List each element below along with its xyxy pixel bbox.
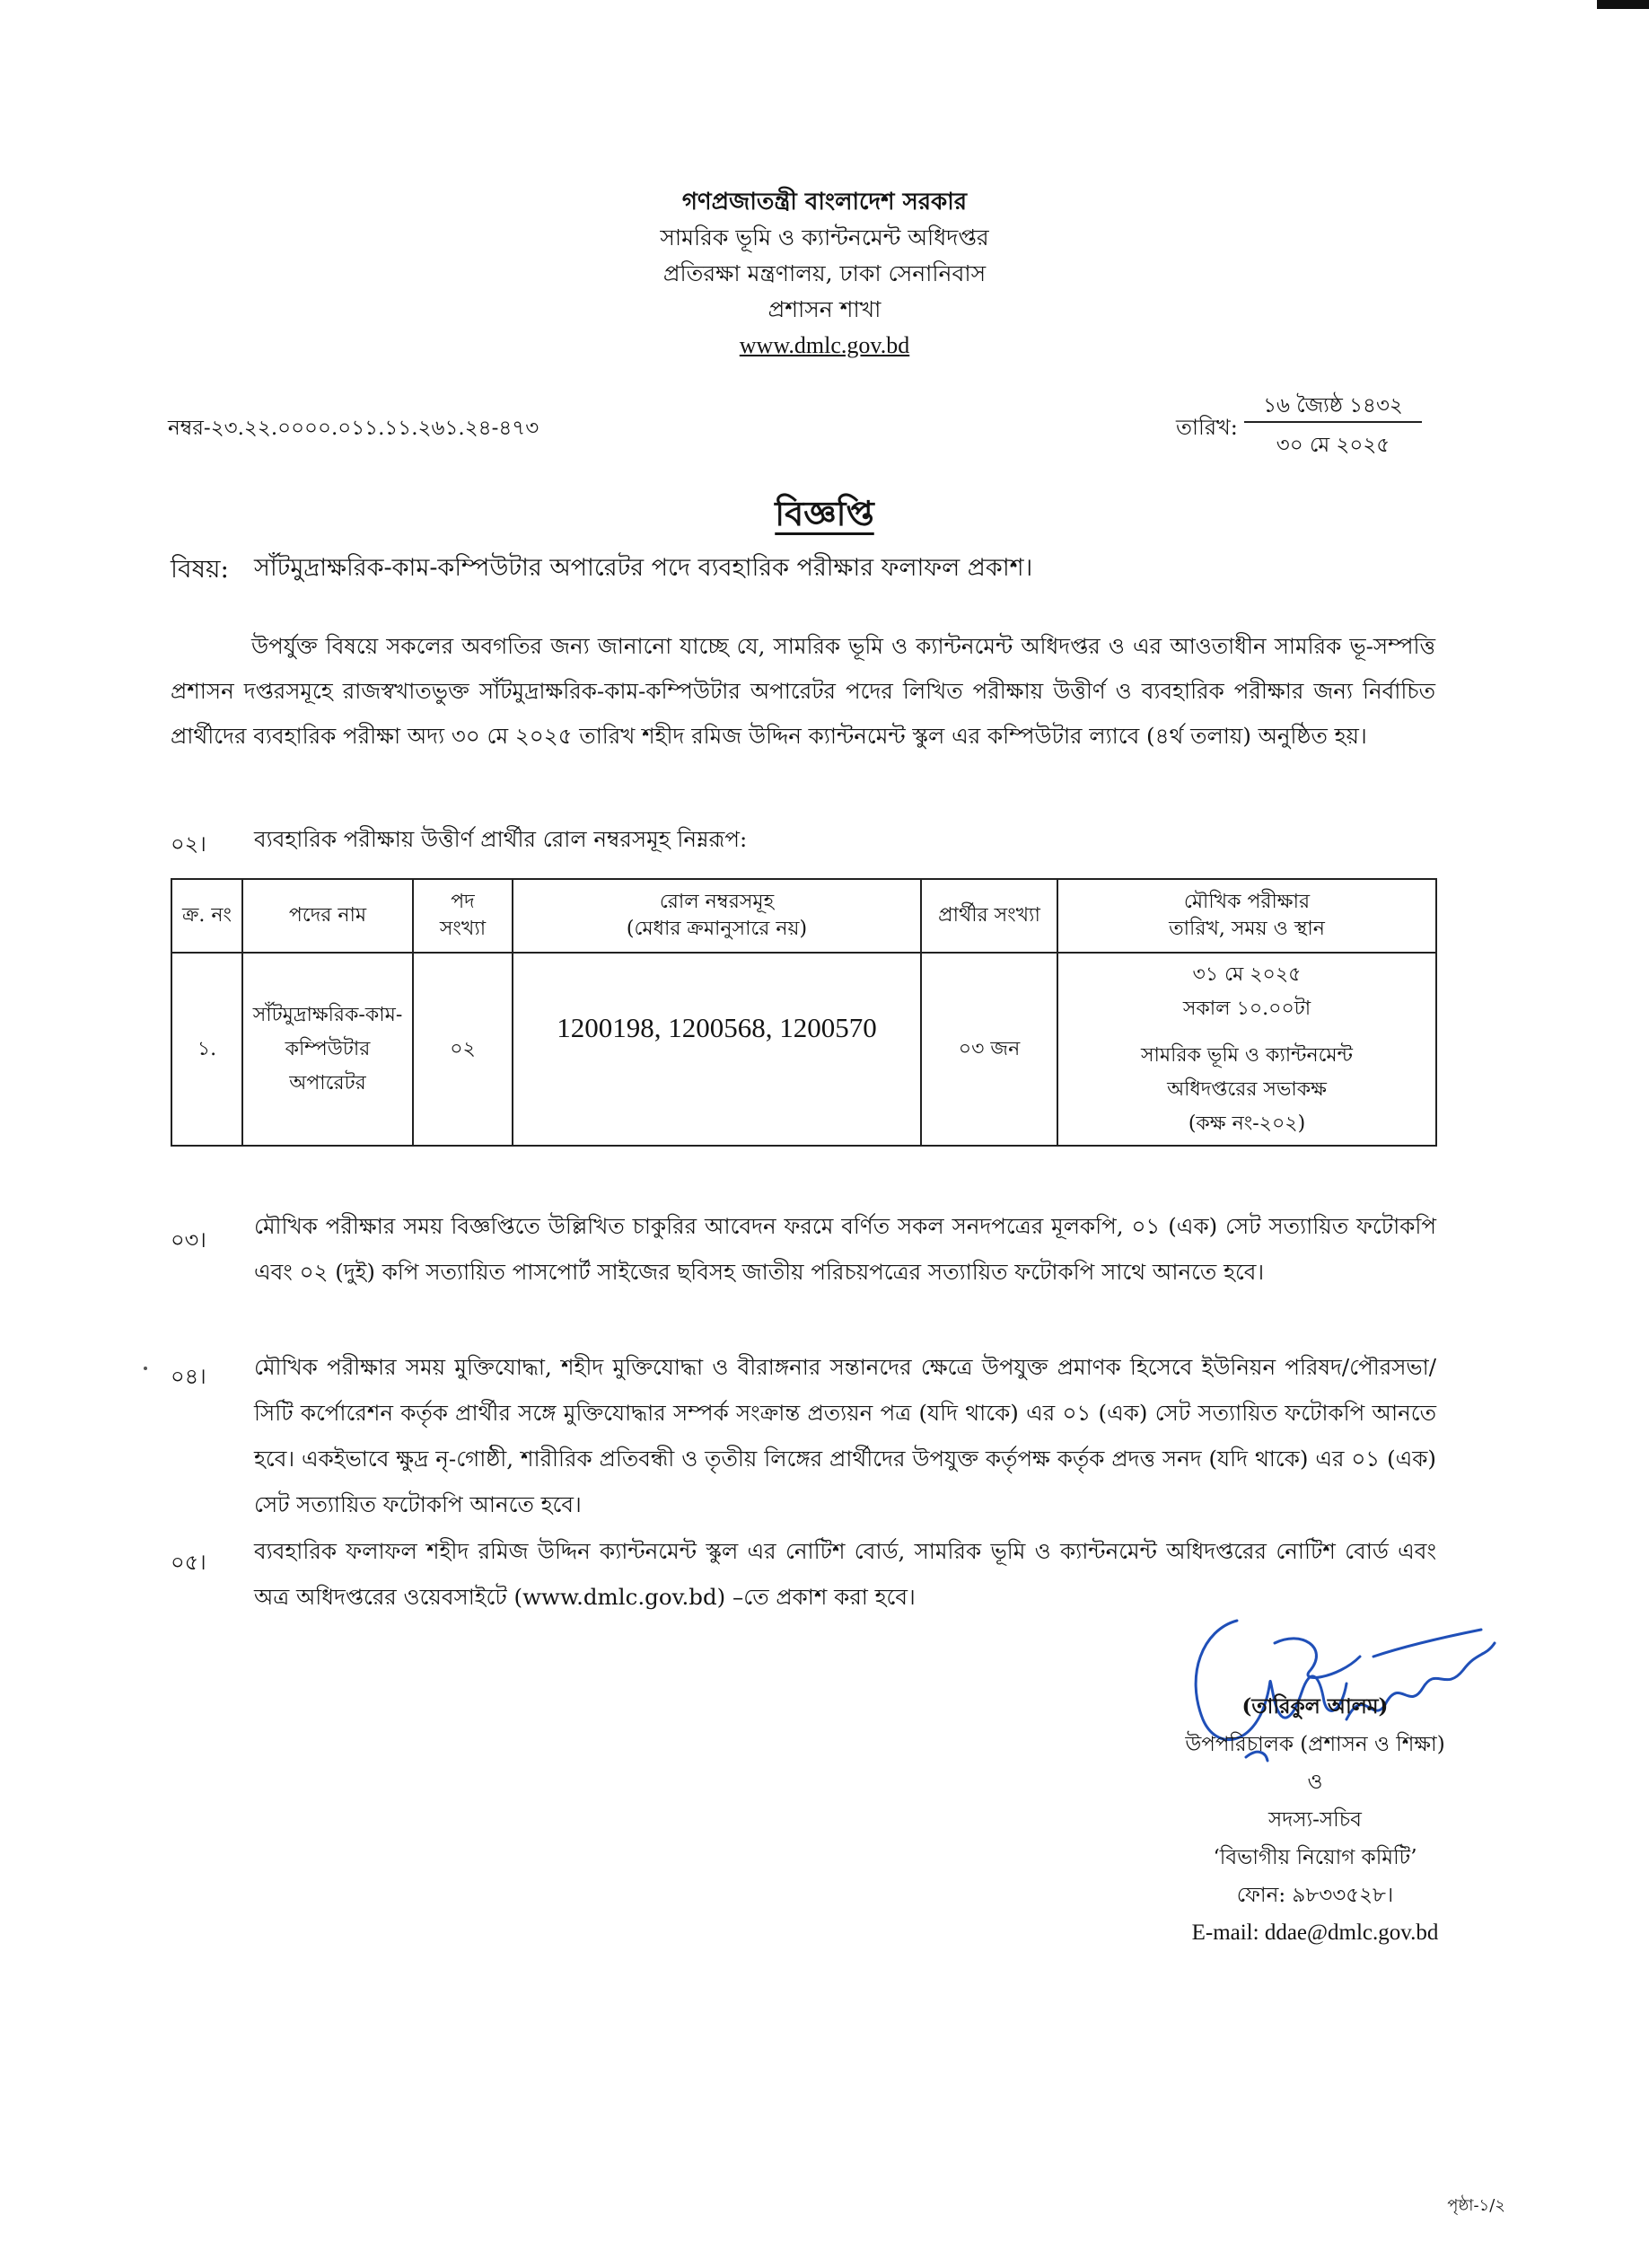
date-bangla: ১৬ জ্যৈষ্ঠ ১৪৩২ bbox=[1263, 394, 1403, 418]
viva-place-line3: (কক্ষ নং-২০২) bbox=[1188, 1112, 1306, 1135]
signatory-role: সদস্য-সচিব bbox=[1268, 1808, 1362, 1832]
header-rolls bbox=[513, 879, 921, 953]
subject-text: সাঁটমুদ্রাক্ষরিক-কাম-কম্পিউটার অপারেটর পদে ব্যবহারিক পরীক্ষার ফলাফল প্রকাশ। bbox=[254, 554, 1033, 582]
cell-candidates: ০৩ জন bbox=[921, 953, 1057, 1146]
roll-numbers: 1200198, 1200568, 1200570 bbox=[557, 1011, 877, 1043]
signatory-designation: উপপরিচালক (প্রশাসন ও শিক্ষা) bbox=[1185, 1733, 1445, 1756]
cell-post-name-line2: কম্পিউটার অপারেটর bbox=[285, 1037, 371, 1094]
cell-serial: ১. bbox=[171, 953, 242, 1146]
viva-place-line1: সামরিক ভূমি ও ক্যান্টনমেন্ট bbox=[1141, 1043, 1353, 1067]
scan-edge-mark bbox=[1597, 0, 1649, 9]
item-03-text: মৌখিক পরীক্ষার সময় বিজ্ঞপ্তিতে উল্লিখিত চাকুরির আবেদন ফরমে বর্ণিত সকল সনদপত্রের মূলকপি, ০১ (এক) সেট সত্যায়িত ফটোকপি এবং ০২ (দুই) কপি সত্যায়িত পাসপোর্ট সাইজের ছবিসহ জাতীয় পরিচয়পত্রের সত্যায়িত ফটোকপি সাথে আনতে হবে। bbox=[254, 1213, 1436, 1285]
header-rolls-line2: (মেধার ক্রমানুসারে নয়) bbox=[626, 918, 808, 940]
header-rolls-line1: রোল নম্বরসমূহ bbox=[659, 891, 775, 913]
signatory-name: (তারিকুল আলম) bbox=[1241, 1694, 1389, 1719]
date-english: ৩০ মে ২০২৫ bbox=[1276, 434, 1390, 457]
item-05-number: ০৫। bbox=[171, 1550, 206, 1575]
letterhead-department: সামরিক ভূমি ও ক্যান্টনমেন্ট অধিদপ্তর bbox=[660, 224, 989, 251]
viva-time: সকাল ১০.০০টা bbox=[1182, 997, 1311, 1020]
cell-viva bbox=[1057, 953, 1436, 1146]
letterhead-ministry: প্রতিরক্ষা মন্ত্রণালয়, ঢাকা সেনানিবাস bbox=[662, 260, 987, 286]
notice-title bbox=[0, 488, 1649, 545]
table-header-row bbox=[171, 879, 1436, 953]
page-number: পৃষ্ঠা-১/২ bbox=[1447, 2196, 1505, 2215]
signatory-committee: ‘বিভাগীয় নিয়োগ কমিটি’ bbox=[1213, 1846, 1417, 1869]
signatory-phone: ফোন: ৯৮৩৩৫২৮। bbox=[1236, 1884, 1394, 1907]
header-viva bbox=[1057, 879, 1436, 953]
header-serial: ক্র. নং bbox=[171, 879, 242, 953]
header-post-name: পদের নাম bbox=[242, 879, 413, 953]
table-row bbox=[171, 953, 1436, 1146]
letterhead-branch: প্রশাসন শাখা bbox=[767, 296, 882, 322]
cell-post-name bbox=[242, 953, 413, 1146]
letterhead-website: www.dmlc.gov.bd bbox=[739, 332, 910, 358]
signature-block bbox=[1127, 1688, 1504, 1952]
header-viva-line2: তারিখ, সময় ও স্থান bbox=[1169, 918, 1325, 940]
item-04-text: মৌখিক পরীক্ষার সময় মুক্তিযোদ্ধা, শহীদ মুক্তিযোদ্ধা ও বীরাঙ্গনার সন্তানদের ক্ষেত্রে উপযুক্ত প্রমাণক হিসেবে ইউনিয়ন পরিষদ/পৌরসভা/সিটি কর্পোরেশন কর্তৃক প্রার্থীর সঙ্গে মুক্তিযোদ্ধার সম্পর্ক সংক্রান্ত প্রত্যয়ন পত্র (যদি থাকে) এর ০১ (এক) সেট সত্যায়িত ফটোকপি আনতে হবে। একইভাবে ক্ষুদ্র নৃ-গোষ্ঠী, শারীরিক প্রতিবন্ধী ও তৃতীয় লিঙ্গের প্রার্থীদের উপযুক্ত কর্তৃপক্ষ কর্তৃক প্রদত্ত সনদ (যদি থাকে) এর ০১ (এক) সেট সত্যায়িত ফটোকপি আনতে হবে। bbox=[254, 1354, 1436, 1517]
signatory-and: ও bbox=[1307, 1771, 1323, 1794]
header-post-count-line2: সংখ্যা bbox=[439, 918, 487, 940]
viva-place-line2: অধিদপ্তরের সভাকক্ষ bbox=[1167, 1077, 1327, 1101]
cell-post-name-line1: সাঁটমুদ্রাক্ষরিক-কাম- bbox=[252, 1003, 403, 1026]
item-04-number: ০৪। bbox=[171, 1364, 206, 1389]
date-divider bbox=[1244, 421, 1422, 423]
header-post-count bbox=[413, 879, 513, 953]
signatory-email: E-mail: ddae@dmlc.gov.bd bbox=[1191, 1921, 1439, 1945]
scan-speck bbox=[144, 1367, 147, 1370]
cell-post-count: ০২ bbox=[413, 953, 513, 1146]
letterhead bbox=[0, 184, 1649, 364]
date-label: তারিখ: bbox=[1176, 415, 1238, 440]
notice-title-text: বিজ্ঞপ্তি bbox=[775, 493, 874, 533]
intro-paragraph: উপর্যুক্ত বিষয়ে সকলের অবগতির জন্য জানানো যাচ্ছে যে, সামরিক ভূমি ও ক্যান্টনমেন্ট অধিদপ্তর ও এর আওতাধীন সামরিক ভূ-সম্পত্তি প্রশাসন দপ্তরসমূহে রাজস্বখাতভুক্ত সাঁটমুদ্রাক্ষরিক-কাম-কম্পিউটার অপারেটর পদের লিখিত পরীক্ষায় উত্তীর্ণ ও ব্যবহারিক পরীক্ষার জন্য নির্বাচিত প্রার্থীদের ব্যবহারিক পরীক্ষা অদ্য ৩০ মে ২০২৫ তারিখ শহীদ রমিজ উদ্দিন ক্যান্টনমেন্ট স্কুল এর কম্পিউটার ল্যাবে (৪র্থ তলায়) অনুষ্ঠিত হয়। bbox=[171, 633, 1435, 749]
header-viva-line1: মৌখিক পরীক্ষার bbox=[1183, 891, 1311, 913]
header-post-count-line1: পদ bbox=[451, 891, 475, 913]
item-03-number: ০৩। bbox=[171, 1227, 206, 1253]
item-02-number: ০২। bbox=[171, 831, 206, 857]
item-05-text: ব্যবহারিক ফলাফল শহীদ রমিজ উদ্দিন ক্যান্টনমেন্ট স্কুল এর নোটিশ বোর্ড, সামরিক ভূমি ও ক্যান্টনমেন্ট অধিদপ্তরের নোটিশ বোর্ড এবং অত্র অধিদপ্তরের ওয়েবসাইটে (www.dmlc.gov.bd) –তে প্রকাশ করা হবে। bbox=[254, 1538, 1436, 1610]
header-candidates: প্রার্থীর সংখ্যা bbox=[921, 879, 1057, 953]
letterhead-government: গণপ্রজাতন্ত্রী বাংলাদেশ সরকার bbox=[681, 189, 968, 215]
viva-date: ৩১ মে ২০২৫ bbox=[1192, 963, 1302, 986]
memo-number: নম্বর-২৩.২২.০০০০.০১১.১১.২৬১.২৪-৪৭৩ bbox=[168, 417, 539, 440]
cell-rolls bbox=[513, 953, 921, 1146]
item-02-text: ব্যবহারিক পরীক্ষায় উত্তীর্ণ প্রার্থীর রোল নম্বরসমূহ নিম্নরূপ: bbox=[254, 826, 748, 852]
results-table bbox=[171, 878, 1437, 1147]
subject-label: বিষয়: bbox=[171, 554, 229, 584]
